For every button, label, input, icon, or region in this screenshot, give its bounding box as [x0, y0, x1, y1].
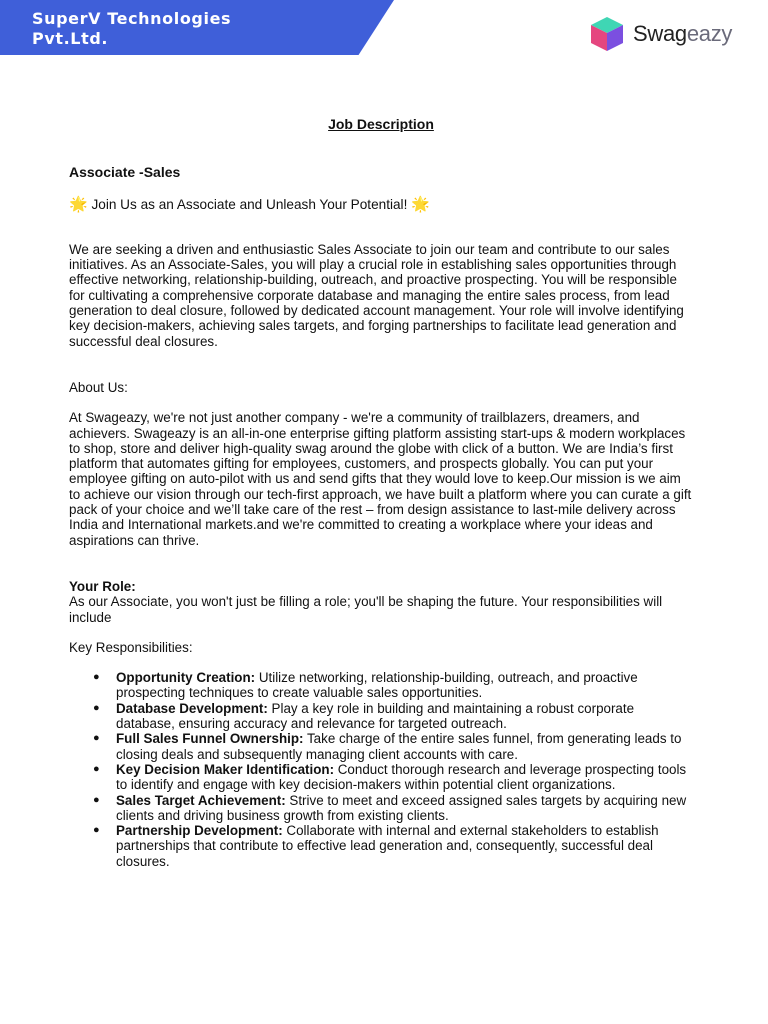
list-item [116, 670, 693, 701]
about-paragraph: At Swageazy, we're not just another company - we're a community of trailblazers, dreamers, and achievers. Swageazy is an all-in-one enterprise gifting platform assisting start-ups & modern workplaces to shop, store and deliver high-quality swag around the globe with click of a button. We are India’s first platform that automates gifting for employees, customers, and prospects globally. You can put your employee gifting on auto-pilot with us and send gifts that they would love to keep.Our mission is we aim to achieve our vision through our tech-first approach, we have built a platform where you can curate a gift pack of your choice and we’ll take care of the rest – from design assistance to last-mile delivery across India and International markets.and we're committed to creating a workplace where your ideas and aspirations can thrive. [69, 410, 692, 548]
responsibility-text: Utilize networking, relationship-building, outreach, and proactive prospecting techniques to create valuable sales opportunities. [116, 670, 638, 701]
logo-word-light: eazy [686, 21, 733, 46]
logo-word-strong: Swag [633, 21, 687, 46]
swageazy-logo [589, 14, 732, 54]
responsibility-label: Sales Target Achievement: [116, 792, 286, 808]
company-name-line1: SuperV Technologies [32, 9, 232, 28]
key-responsibilities-heading: Key Responsibilities: [69, 639, 193, 655]
list-item [116, 731, 693, 762]
cube-logo-icon [589, 15, 625, 53]
responsibility-text: Conduct thorough research and leverage prospecting tools to identify and engage with key decision-makers within potential client organizations. [116, 761, 687, 793]
document-title: Job Description [328, 116, 434, 132]
responsibility-text: Play a key role in building and maintaining a robust corporate database, ensuring accuracy and relevance for targeted outreach. [116, 700, 635, 732]
join-text: Join Us as an Associate and Unleash Your Potential! [91, 196, 408, 212]
your-role-heading: Your Role: [69, 578, 136, 594]
responsibility-text: Strive to meet and exceed assigned sales targets by acquiring new clients and driving business growth from existing clients. [116, 792, 687, 823]
job-description-document [69, 117, 693, 869]
responsibility-label: Partnership Development: [116, 823, 283, 839]
responsibility-label: Key Decision Maker Identification: [116, 761, 335, 777]
role-title: Associate -Sales [69, 164, 181, 181]
logo-wordmark [633, 21, 732, 47]
list-item [116, 823, 693, 869]
intro-paragraph: We are seeking a driven and enthusiastic Sales Associate to join our team and contribute to our sales initiatives. As an Associate-Sales, you will play a crucial role in establishing sales opportunities through effective networking, relationship-building, outreach, and proactive prospecting. You will be responsible for cultivating a comprehensive corporate database and managing the entire sales process, from lead generation to deal closure, followed by dedicated account management. Your role will involve identifying key decision-makers, achieving sales targets, and forging partnerships to facilitate lead generation and successful deal closures. [69, 241, 684, 349]
company-name [32, 9, 231, 49]
list-item [116, 762, 693, 793]
responsibility-text: Take charge of the entire sales funnel, from generating leads to closing deals and subsequently managing client accounts with care. [116, 731, 682, 762]
company-name-line2: Pvt.Ltd. [32, 29, 109, 48]
responsibilities-list [69, 670, 693, 869]
list-item [116, 793, 693, 824]
your-role-paragraph: As our Associate, you won't just be filling a role; you'll be shaping the future. Your responsibilities will include [69, 594, 663, 625]
responsibility-label: Database Development: [116, 700, 268, 716]
responsibility-text: Collaborate with internal and external stakeholders to establish partnerships that contribute to effective lead generation and, consequently, successful deal closures. [116, 823, 659, 869]
responsibility-label: Opportunity Creation: [116, 670, 256, 686]
sparkle-star-icon: 🌟 [69, 195, 88, 213]
your-role-section [69, 579, 693, 625]
sparkle-star-icon: 🌟 [411, 195, 430, 213]
responsibility-label: Full Sales Funnel Ownership: [116, 731, 304, 747]
join-line [69, 197, 693, 212]
about-heading: About Us: [69, 379, 128, 395]
list-item [116, 701, 693, 732]
